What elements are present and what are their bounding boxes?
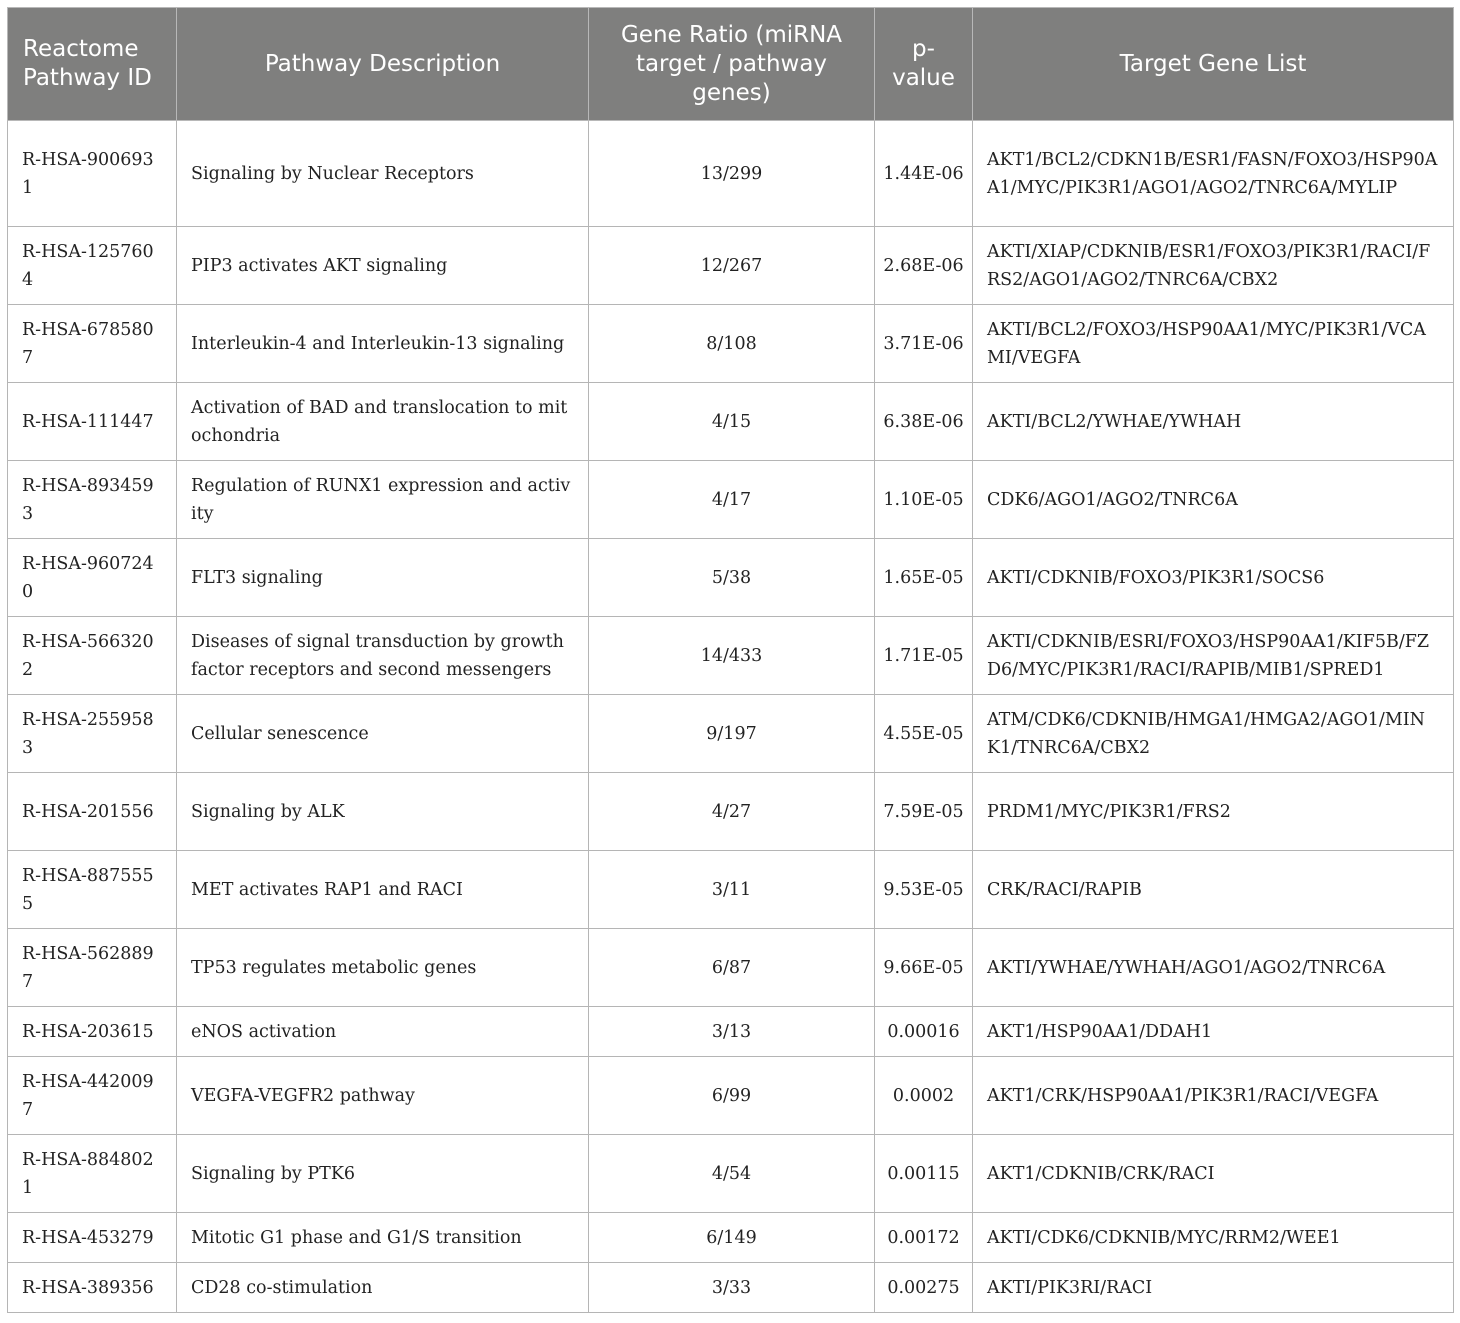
cell-target-genes: CRK/RACI/RAPIB <box>973 851 1454 929</box>
header-p-value: p-value <box>875 8 973 121</box>
cell-pathway-id: R-HSA-453279 <box>8 1213 177 1263</box>
pathway-table <box>7 7 1454 1313</box>
cell-p-value: 1.71E-05 <box>875 617 973 695</box>
cell-gene-ratio: 4/15 <box>589 383 875 461</box>
header-pathway-id: Reactome Pathway ID <box>8 8 177 121</box>
cell-description: Diseases of signal transduction by growth factor receptors and second messengers <box>177 617 589 695</box>
cell-gene-ratio: 6/87 <box>589 929 875 1007</box>
cell-p-value: 0.00275 <box>875 1263 973 1313</box>
header-target-genes: Target Gene List <box>973 8 1454 121</box>
cell-description: PIP3 activates AKT signaling <box>177 227 589 305</box>
cell-description: Cellular senescence <box>177 695 589 773</box>
table-row <box>8 695 1454 773</box>
cell-gene-ratio: 5/38 <box>589 539 875 617</box>
table-row <box>8 1007 1454 1057</box>
table-row <box>8 305 1454 383</box>
table-row <box>8 383 1454 461</box>
cell-target-genes: AKT1/BCL2/CDKN1B/ESR1/FASN/FOXO3/HSP90A A1/MYC/PIK3R1/AGO1/AGO2/TNRC6A/MYLIP <box>973 121 1454 227</box>
cell-description: Activation of BAD and translocation to mitochondria <box>177 383 589 461</box>
table-row <box>8 851 1454 929</box>
table-row <box>8 929 1454 1007</box>
table-row <box>8 121 1454 227</box>
cell-pathway-id: R-HSA-9607240 <box>8 539 177 617</box>
cell-description: Mitotic G1 phase and G1/S transition <box>177 1213 589 1263</box>
table-row <box>8 539 1454 617</box>
cell-pathway-id: R-HSA-9006931 <box>8 121 177 227</box>
cell-p-value: 1.65E-05 <box>875 539 973 617</box>
cell-target-genes: CDK6/AGO1/AGO2/TNRC6A <box>973 461 1454 539</box>
cell-pathway-id: R-HSA-4420097 <box>8 1057 177 1135</box>
cell-description: Interleukin-4 and Interleukin-13 signaling <box>177 305 589 383</box>
cell-target-genes: AKT1/CDKNIB/CRK/RACI <box>973 1135 1454 1213</box>
table-row <box>8 773 1454 851</box>
cell-p-value: 0.00172 <box>875 1213 973 1263</box>
cell-target-genes: AKTI/BCL2/FOXO3/HSP90AA1/MYC/PIK3R1/VCA MI/VEGFA <box>973 305 1454 383</box>
cell-target-genes: ATM/CDK6/CDKNIB/HMGA1/HMGA2/AGO1/MIN K1/TNRC6A/CBX2 <box>973 695 1454 773</box>
cell-description: TP53 regulates metabolic genes <box>177 929 589 1007</box>
cell-pathway-id: R-HSA-201556 <box>8 773 177 851</box>
cell-target-genes: AKT1/CRK/HSP90AA1/PIK3R1/RACI/VEGFA <box>973 1057 1454 1135</box>
cell-pathway-id: R-HSA-5628897 <box>8 929 177 1007</box>
cell-gene-ratio: 8/108 <box>589 305 875 383</box>
cell-description: MET activates RAP1 and RACI <box>177 851 589 929</box>
cell-pathway-id: R-HSA-111447 <box>8 383 177 461</box>
cell-gene-ratio: 4/54 <box>589 1135 875 1213</box>
cell-gene-ratio: 9/197 <box>589 695 875 773</box>
table-row <box>8 1213 1454 1263</box>
cell-p-value: 0.0002 <box>875 1057 973 1135</box>
cell-target-genes: AKTI/XIAP/CDKNIB/ESR1/FOXO3/PIK3R1/RACI/FRS2/AGO1/AGO2/TNRC6A/CBX2 <box>973 227 1454 305</box>
cell-target-genes: AKTI/PIK3RI/RACI <box>973 1263 1454 1313</box>
table-row <box>8 461 1454 539</box>
cell-pathway-id: R-HSA-8934593 <box>8 461 177 539</box>
cell-pathway-id: R-HSA-8875555 <box>8 851 177 929</box>
cell-pathway-id: R-HSA-5663202 <box>8 617 177 695</box>
cell-p-value: 0.00115 <box>875 1135 973 1213</box>
cell-target-genes: AKTI/CDKNIB/FOXO3/PIK3R1/SOCS6 <box>973 539 1454 617</box>
cell-description: eNOS activation <box>177 1007 589 1057</box>
table-row <box>8 1057 1454 1135</box>
cell-target-genes: AKT1/HSP90AA1/DDAH1 <box>973 1007 1454 1057</box>
header-gene-ratio: Gene Ratio (miRNA target / pathway genes) <box>589 8 875 121</box>
cell-description: VEGFA-VEGFR2 pathway <box>177 1057 589 1135</box>
cell-p-value: 1.44E-06 <box>875 121 973 227</box>
cell-gene-ratio: 3/11 <box>589 851 875 929</box>
cell-gene-ratio: 3/33 <box>589 1263 875 1313</box>
cell-target-genes: AKTI/BCL2/YWHAE/YWHAH <box>973 383 1454 461</box>
cell-description: FLT3 signaling <box>177 539 589 617</box>
cell-gene-ratio: 6/99 <box>589 1057 875 1135</box>
cell-p-value: 0.00016 <box>875 1007 973 1057</box>
cell-pathway-id: R-HSA-1257604 <box>8 227 177 305</box>
cell-pathway-id: R-HSA-389356 <box>8 1263 177 1313</box>
cell-gene-ratio: 4/17 <box>589 461 875 539</box>
cell-pathway-id: R-HSA-6785807 <box>8 305 177 383</box>
cell-target-genes: AKTI/CDKNIB/ESRI/FOXO3/HSP90AA1/KIF5B/FZD6/MYC/PIK3R1/RACI/RAPIB/MIB1/SPRED1 <box>973 617 1454 695</box>
cell-description: Regulation of RUNX1 expression and activity <box>177 461 589 539</box>
table-row <box>8 617 1454 695</box>
cell-gene-ratio: 14/433 <box>589 617 875 695</box>
cell-p-value: 6.38E-06 <box>875 383 973 461</box>
cell-target-genes: PRDM1/MYC/PIK3R1/FRS2 <box>973 773 1454 851</box>
cell-p-value: 1.10E-05 <box>875 461 973 539</box>
cell-gene-ratio: 13/299 <box>589 121 875 227</box>
header-row <box>8 8 1454 121</box>
cell-gene-ratio: 12/267 <box>589 227 875 305</box>
cell-description: Signaling by PTK6 <box>177 1135 589 1213</box>
cell-p-value: 3.71E-06 <box>875 305 973 383</box>
table-row <box>8 1135 1454 1213</box>
cell-target-genes: AKTI/CDK6/CDKNIB/MYC/RRM2/WEE1 <box>973 1213 1454 1263</box>
cell-target-genes: AKTI/YWHAE/YWHAH/AGO1/AGO2/TNRC6A <box>973 929 1454 1007</box>
cell-p-value: 9.66E-05 <box>875 929 973 1007</box>
table-row <box>8 1263 1454 1313</box>
cell-pathway-id: R-HSA-8848021 <box>8 1135 177 1213</box>
cell-description: CD28 co-stimulation <box>177 1263 589 1313</box>
cell-p-value: 9.53E-05 <box>875 851 973 929</box>
header-description: Pathway Description <box>177 8 589 121</box>
cell-p-value: 7.59E-05 <box>875 773 973 851</box>
cell-description: Signaling by ALK <box>177 773 589 851</box>
cell-description: Signaling by Nuclear Receptors <box>177 121 589 227</box>
cell-pathway-id: R-HSA-203615 <box>8 1007 177 1057</box>
cell-gene-ratio: 4/27 <box>589 773 875 851</box>
cell-gene-ratio: 3/13 <box>589 1007 875 1057</box>
cell-pathway-id: R-HSA-2559583 <box>8 695 177 773</box>
cell-p-value: 2.68E-06 <box>875 227 973 305</box>
cell-p-value: 4.55E-05 <box>875 695 973 773</box>
table-row <box>8 227 1454 305</box>
cell-gene-ratio: 6/149 <box>589 1213 875 1263</box>
